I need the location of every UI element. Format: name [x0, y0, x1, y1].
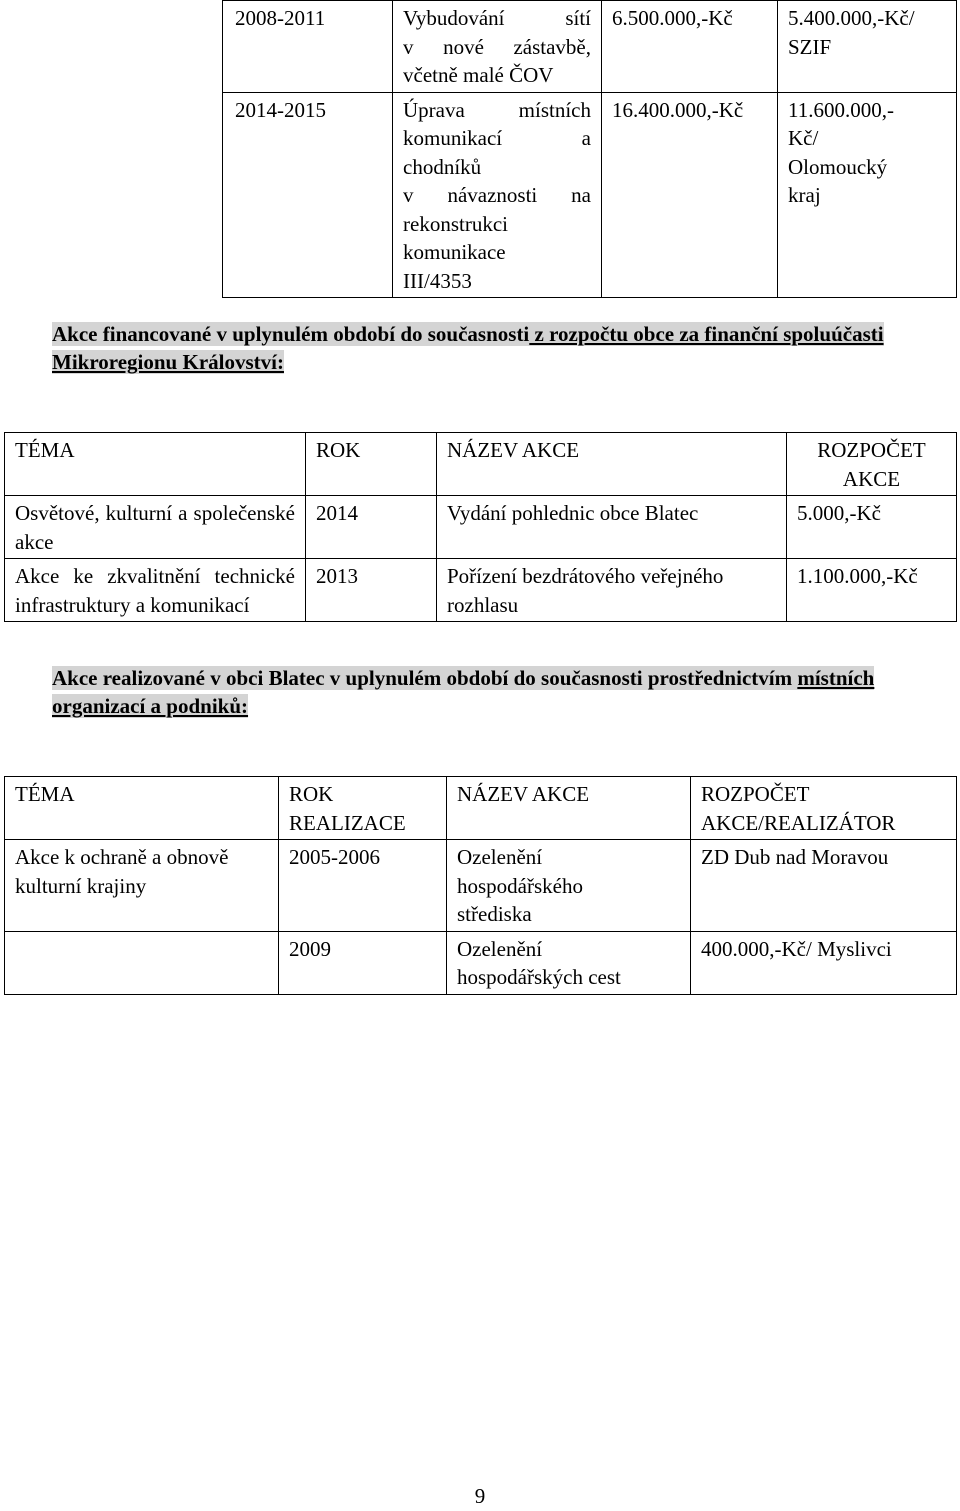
- year-cell: 2014: [306, 496, 437, 559]
- financed-actions-table: [4, 432, 957, 622]
- topic-cell: Akce k ochraně a obnově kulturní krajiny: [5, 840, 279, 932]
- header-year: ROK: [306, 433, 437, 496]
- action-cell: Vybudování sítí v nové zástavbě, včetně malé ČOV: [393, 1, 602, 93]
- period-cell: 2014-2015: [223, 92, 393, 298]
- header-budget: ROZPOČET AKCE: [787, 433, 957, 496]
- budget-cell: 1.100.000,-Kč: [787, 559, 957, 622]
- name-cell: Ozelenění hospodářského střediska: [447, 840, 691, 932]
- header-budget: ROZPOČET AKCE/REALIZÁTOR: [691, 777, 957, 840]
- table-row: [5, 559, 957, 622]
- year-cell: 2013: [306, 559, 437, 622]
- cost-cell: 6.500.000,-Kč: [602, 1, 778, 93]
- header-name: NÁZEV AKCE: [437, 433, 787, 496]
- realized-actions-table: [4, 776, 957, 995]
- action-cell: Úprava místních komunikací a chodníků v návaznosti na rekonstrukci komunikace III/4353: [393, 92, 602, 298]
- topic-cell: [5, 931, 279, 994]
- topic-cell: Osvětové, kulturní a společenské akce: [5, 496, 306, 559]
- subsidy-cell: 11.600.000,- Kč/ Olomoucký kraj: [778, 92, 957, 298]
- table-row: [5, 931, 957, 994]
- subsidy-cell: 5.400.000,-Kč/ SZIF: [778, 1, 957, 93]
- funding-table: [222, 0, 957, 298]
- header-name: NÁZEV AKCE: [447, 777, 691, 840]
- name-cell: Ozelenění hospodářských cest: [447, 931, 691, 994]
- header-year: ROK REALIZACE: [279, 777, 447, 840]
- table-row: [5, 496, 957, 559]
- name-cell: Vydání pohlednic obce Blatec: [437, 496, 787, 559]
- header-topic: TÉMA: [5, 433, 306, 496]
- year-cell: 2005-2006: [279, 840, 447, 932]
- budget-cell: 400.000,-Kč/ Myslivci: [691, 931, 957, 994]
- period-cell: 2008-2011: [223, 1, 393, 93]
- cost-cell: 16.400.000,-Kč: [602, 92, 778, 298]
- table-row: [5, 840, 957, 932]
- budget-cell: ZD Dub nad Moravou: [691, 840, 957, 932]
- topic-cell: Akce ke zkvalitnění technické infrastruktury a komunikací: [5, 559, 306, 622]
- table-header-row: [5, 433, 957, 496]
- table-row: [223, 92, 957, 298]
- table-header-row: [5, 777, 957, 840]
- header-topic: TÉMA: [5, 777, 279, 840]
- budget-cell: 5.000,-Kč: [787, 496, 957, 559]
- year-cell: 2009: [279, 931, 447, 994]
- section-heading-financed: Akce financované v uplynulém období do současnosti z rozpočtu obce za finanční spoluúčasti Mikroregionu Království:: [52, 322, 884, 374]
- table-row: [223, 1, 957, 93]
- section-heading-realized: Akce realizované v obci Blatec v uplynulém období do současnosti prostřednictvím místních organizací a podniků:: [52, 666, 875, 718]
- page-number: 9: [474, 1484, 486, 1508]
- name-cell: Pořízení bezdrátového veřejného rozhlasu: [437, 559, 787, 622]
